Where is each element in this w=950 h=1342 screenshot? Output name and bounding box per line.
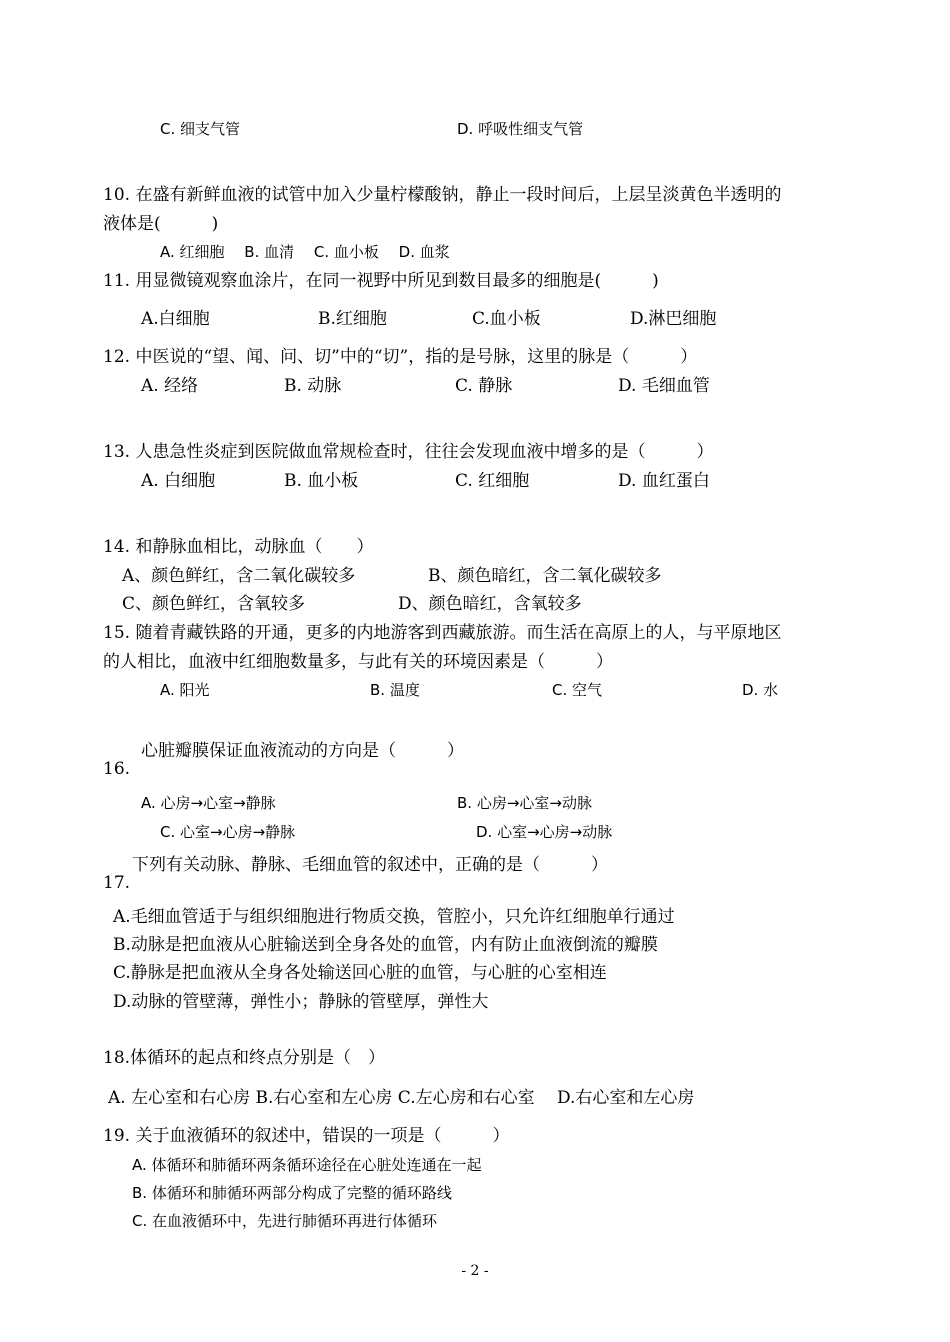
q11-stem: 11. 用显微镜观察血涂片，在同一视野中所见到数目最多的细胞是( ) xyxy=(103,271,659,291)
q15-stem-line2: 的人相比，血液中红细胞数量多，与此有关的环境因素是（ ） xyxy=(103,652,613,672)
q17-option-a: A.毛细血管适于与组织细胞进行物质交换，管腔小，只允许红细胞单行通过 xyxy=(113,907,675,927)
q14-option-d: D、颜色暗红，含氧较多 xyxy=(398,594,582,614)
q13-option-b: B. 血小板 xyxy=(284,471,359,491)
q12-stem: 12. 中医说的“望、闻、问、切”中的“切”，指的是号脉，这里的脉是（ ） xyxy=(103,347,698,367)
q17-option-d: D.动脉的管壁薄，弹性小；静脉的管壁厚，弹性大 xyxy=(113,992,489,1012)
q10-stem-line1: 10. 在盛有新鲜血液的试管中加入少量柠檬酸钠，静止一段时间后，上层呈淡黄色半透明的 xyxy=(103,185,782,205)
q9-option-d: D. 呼吸性细支气管 xyxy=(457,120,584,138)
q17-option-b: B.动脉是把血液从心脏输送到全身各处的血管，内有防止血液倒流的瓣膜 xyxy=(113,935,658,955)
q19-option-a: A. 体循环和肺循环两条循环途径在心脏处连通在一起 xyxy=(132,1156,482,1174)
q19-stem: 19. 关于血液循环的叙述中，错误的一项是（ ） xyxy=(103,1126,510,1146)
q14-stem: 14. 和静脉血相比，动脉血（ ） xyxy=(103,537,374,557)
q16-stem: 心脏瓣膜保证血液流动的方向是（ ） xyxy=(141,741,464,761)
q17-option-c: C.静脉是把血液从全身各处输送回心脏的血管，与心脏的心室相连 xyxy=(113,963,607,983)
q9-option-c: C. 细支气管 xyxy=(160,120,241,138)
q16-number: 16. xyxy=(103,759,131,779)
q15-stem-line1: 15. 随着青藏铁路的开通，更多的内地游客到西藏旅游。而生活在高原上的人，与平原地区 xyxy=(103,623,782,643)
q12-option-d: D. 毛细血管 xyxy=(618,376,710,396)
q17-stem: 下列有关动脉、静脉、毛细血管的叙述中，正确的是（ ） xyxy=(132,855,608,875)
q16-option-b: B. 心房→心室→动脉 xyxy=(457,794,592,812)
q13-option-a: A. 白细胞 xyxy=(141,471,216,491)
q14-option-c: C、颜色鲜红，含氧较多 xyxy=(122,594,306,614)
q14-option-a: A、颜色鲜红，含二氧化碳较多 xyxy=(122,566,356,586)
q15-option-d: D. 水 xyxy=(742,681,779,699)
q15-option-b: B. 温度 xyxy=(370,681,420,699)
q11-option-d: D.淋巴细胞 xyxy=(630,309,717,329)
q13-stem: 13. 人患急性炎症到医院做血常规检查时，往往会发现血液中增多的是（ ） xyxy=(103,442,714,462)
q18-stem: 18.体循环的起点和终点分别是（ ） xyxy=(103,1048,386,1068)
q16-option-c: C. 心室→心房→静脉 xyxy=(160,823,296,841)
q14-option-b: B、颜色暗红，含二氧化碳较多 xyxy=(428,566,662,586)
page-number: - 2 - xyxy=(461,1263,489,1279)
q11-option-b: B.红细胞 xyxy=(318,309,387,329)
q11-option-a: A.白细胞 xyxy=(141,309,210,329)
q16-option-d: D. 心室→心房→动脉 xyxy=(476,823,613,841)
q12-option-a: A. 经络 xyxy=(141,376,199,396)
q19-option-b: B. 体循环和肺循环两部分构成了完整的循环路线 xyxy=(132,1184,452,1202)
q15-option-a: A. 阳光 xyxy=(160,681,210,699)
q16-option-a: A. 心房→心室→静脉 xyxy=(141,794,276,812)
q13-option-d: D. 血红蛋白 xyxy=(618,471,710,491)
q19-option-c: C. 在血液循环中，先进行肺循环再进行体循环 xyxy=(132,1212,438,1230)
q15-option-c: C. 空气 xyxy=(552,681,603,699)
q10-stem-line2: 液体是( ) xyxy=(103,214,219,234)
q13-option-c: C. 红细胞 xyxy=(455,471,530,491)
q10-options: A. 红细胞 B. 血清 C. 血小板 D. 血浆 xyxy=(160,243,450,261)
q17-number: 17. xyxy=(103,873,131,893)
q12-option-b: B. 动脉 xyxy=(284,376,342,396)
q12-option-c: C. 静脉 xyxy=(455,376,513,396)
q11-option-c: C.血小板 xyxy=(472,309,541,329)
q18-options: A. 左心室和右心房 B.右心室和左心房 C.左心房和右心室 D.右心室和左心房 xyxy=(108,1088,695,1108)
